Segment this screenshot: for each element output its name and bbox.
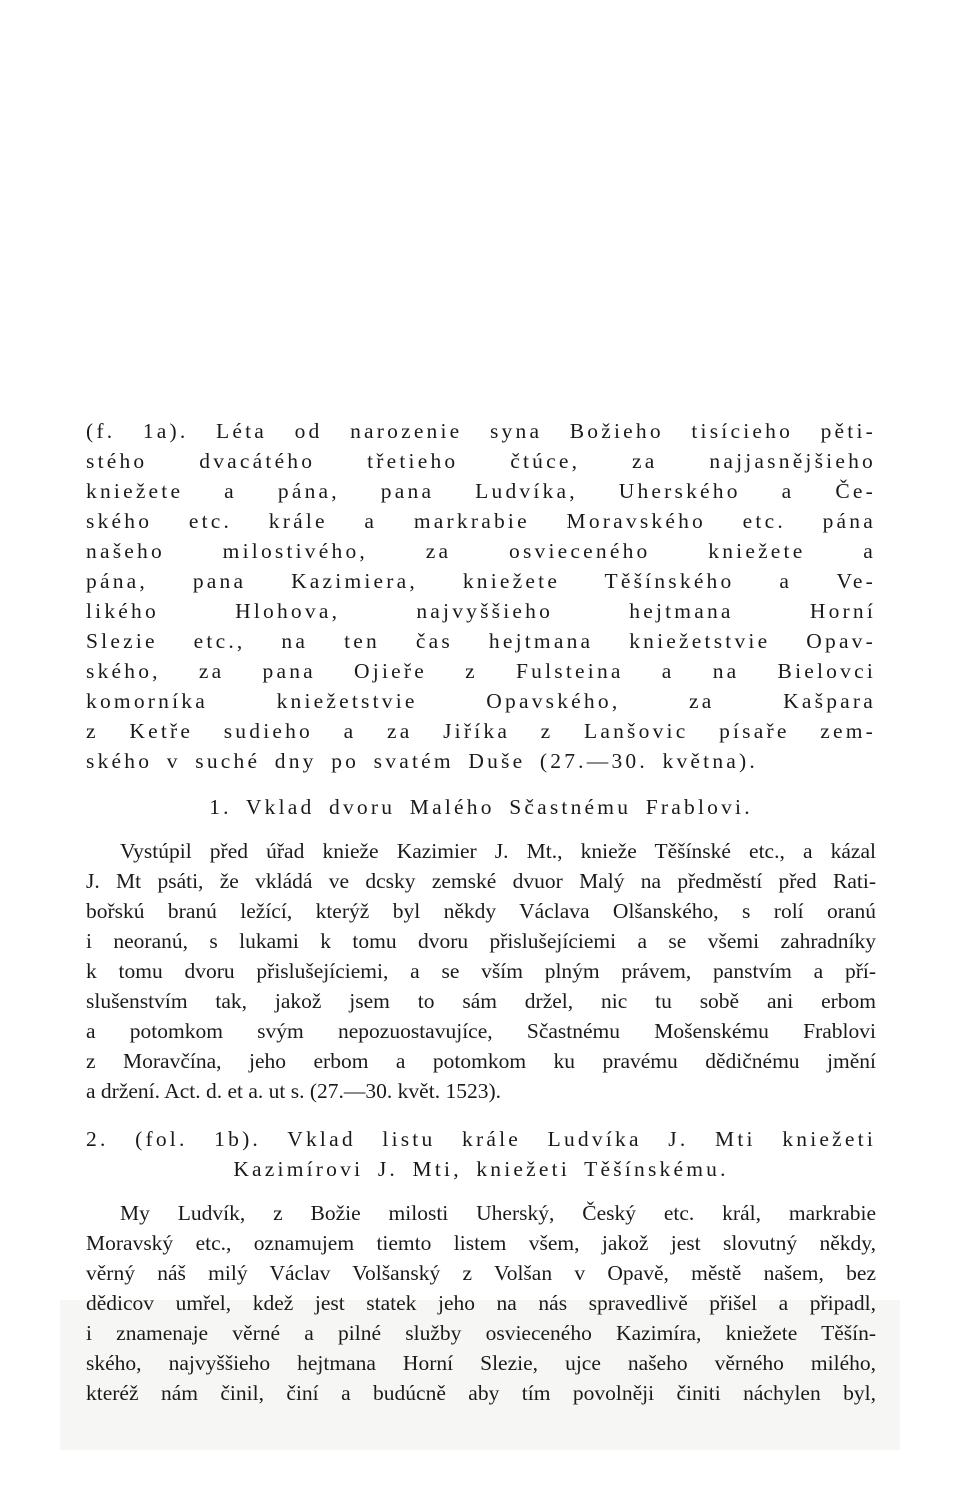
- section-1-line: a potomkom svým nepozuostavujíce, Sčastnému Mošenskému Frablovi: [86, 1019, 876, 1043]
- intro-line: našeho milostivého, za osvieceného kniežete a: [86, 539, 876, 563]
- intro-line: ského, za pana Ojieře z Fulsteina a na Bielovci: [86, 659, 876, 683]
- section-2-line: kteréž nám činil, činí a budúcně aby tím povolněji činiti náchylen byl,: [86, 1381, 876, 1405]
- section-2-line: dědicov umřel, kdež jest statek jeho na nás spravedlivě přišel a připadl,: [86, 1291, 876, 1315]
- intro-line: (f. 1a). Léta od narozenie syna Božieho tisícieho pěti-: [86, 419, 876, 443]
- section-2-line: ského, najvyššieho hejtmana Horní Slezie, ujce našeho věrného milého,: [86, 1351, 876, 1375]
- section-1-line: Vystúpil před úřad knieže Kazimier J. Mt., knieže Těšínské etc., a kázal: [120, 839, 876, 863]
- section-1-heading: 1. Vklad dvoru Malého Sčastnému Frablovi.: [209, 795, 753, 819]
- section-2-heading: 2. (fol. 1b). Vklad listu krále Ludvíka J. Mti kniežeti: [86, 1127, 876, 1151]
- section-1-line: i neoranú, s lukami k tomu dvoru přislušejíciemi a se všemi zahradníky: [86, 929, 876, 953]
- section-2-heading-cont: Kazimírovi J. Mti, kniežeti Těšínskému.: [233, 1157, 729, 1181]
- intro-line: Slezie etc., na ten čas hejtmana kniežetstvie Opav-: [86, 629, 876, 653]
- section-1-line: k tomu dvoru přislušejíciemi, a se vším plným právem, panstvím a pří-: [86, 959, 876, 983]
- section-2-line: My Ludvík, z Božie milosti Uherský, Český etc. král, markrabie: [120, 1201, 876, 1225]
- section-2-line: věrný náš milý Václav Volšanský z Volšan v Opavě, městě našem, bez: [86, 1261, 876, 1285]
- section-2-line: Moravský etc., oznamujem tiemto listem všem, jakož jest slovutný někdy,: [86, 1231, 876, 1255]
- intro-line: stého dvacátého třetieho čtúce, za najjasnějšieho: [86, 449, 876, 473]
- intro-line: ského v suché dny po svatém Duše (27.—30. května).: [86, 749, 758, 773]
- section-1-line: a držení. Act. d. et a. ut s. (27.—30. květ. 1523).: [86, 1079, 501, 1103]
- intro-line: ského etc. krále a markrabie Moravského etc. pána: [86, 509, 876, 533]
- intro-line: likého Hlohova, najvyššieho hejtmana Horní: [86, 599, 876, 623]
- section-1-line: slušenstvím tak, jakož jsem to sám držel, nic tu sobě ani erbom: [86, 989, 876, 1013]
- intro-line: komorníka kniežetstvie Opavského, za Kašpara: [86, 689, 876, 713]
- section-1-line: bořskú branú ležící, kterýž byl někdy Václava Olšanského, s rolí oranú: [86, 899, 876, 923]
- section-2-line: i znamenaje věrné a pilné služby osvieceného Kazimíra, kniežete Těšín-: [86, 1321, 876, 1345]
- intro-line: pána, pana Kazimiera, kniežete Těšínského a Ve-: [86, 569, 876, 593]
- section-1-line: z Moravčína, jeho erbom a potomkom ku pravému dědičnému jmění: [86, 1049, 876, 1073]
- intro-line: kniežete a pána, pana Ludvíka, Uherského a Če-: [86, 479, 876, 503]
- section-1-line: J. Mt psáti, že vkládá ve dcsky zemské dvuor Malý na předměstí před Rati-: [86, 869, 876, 893]
- intro-line: z Ketře sudieho a za Jiříka z Lanšovic písaře zem-: [86, 719, 876, 743]
